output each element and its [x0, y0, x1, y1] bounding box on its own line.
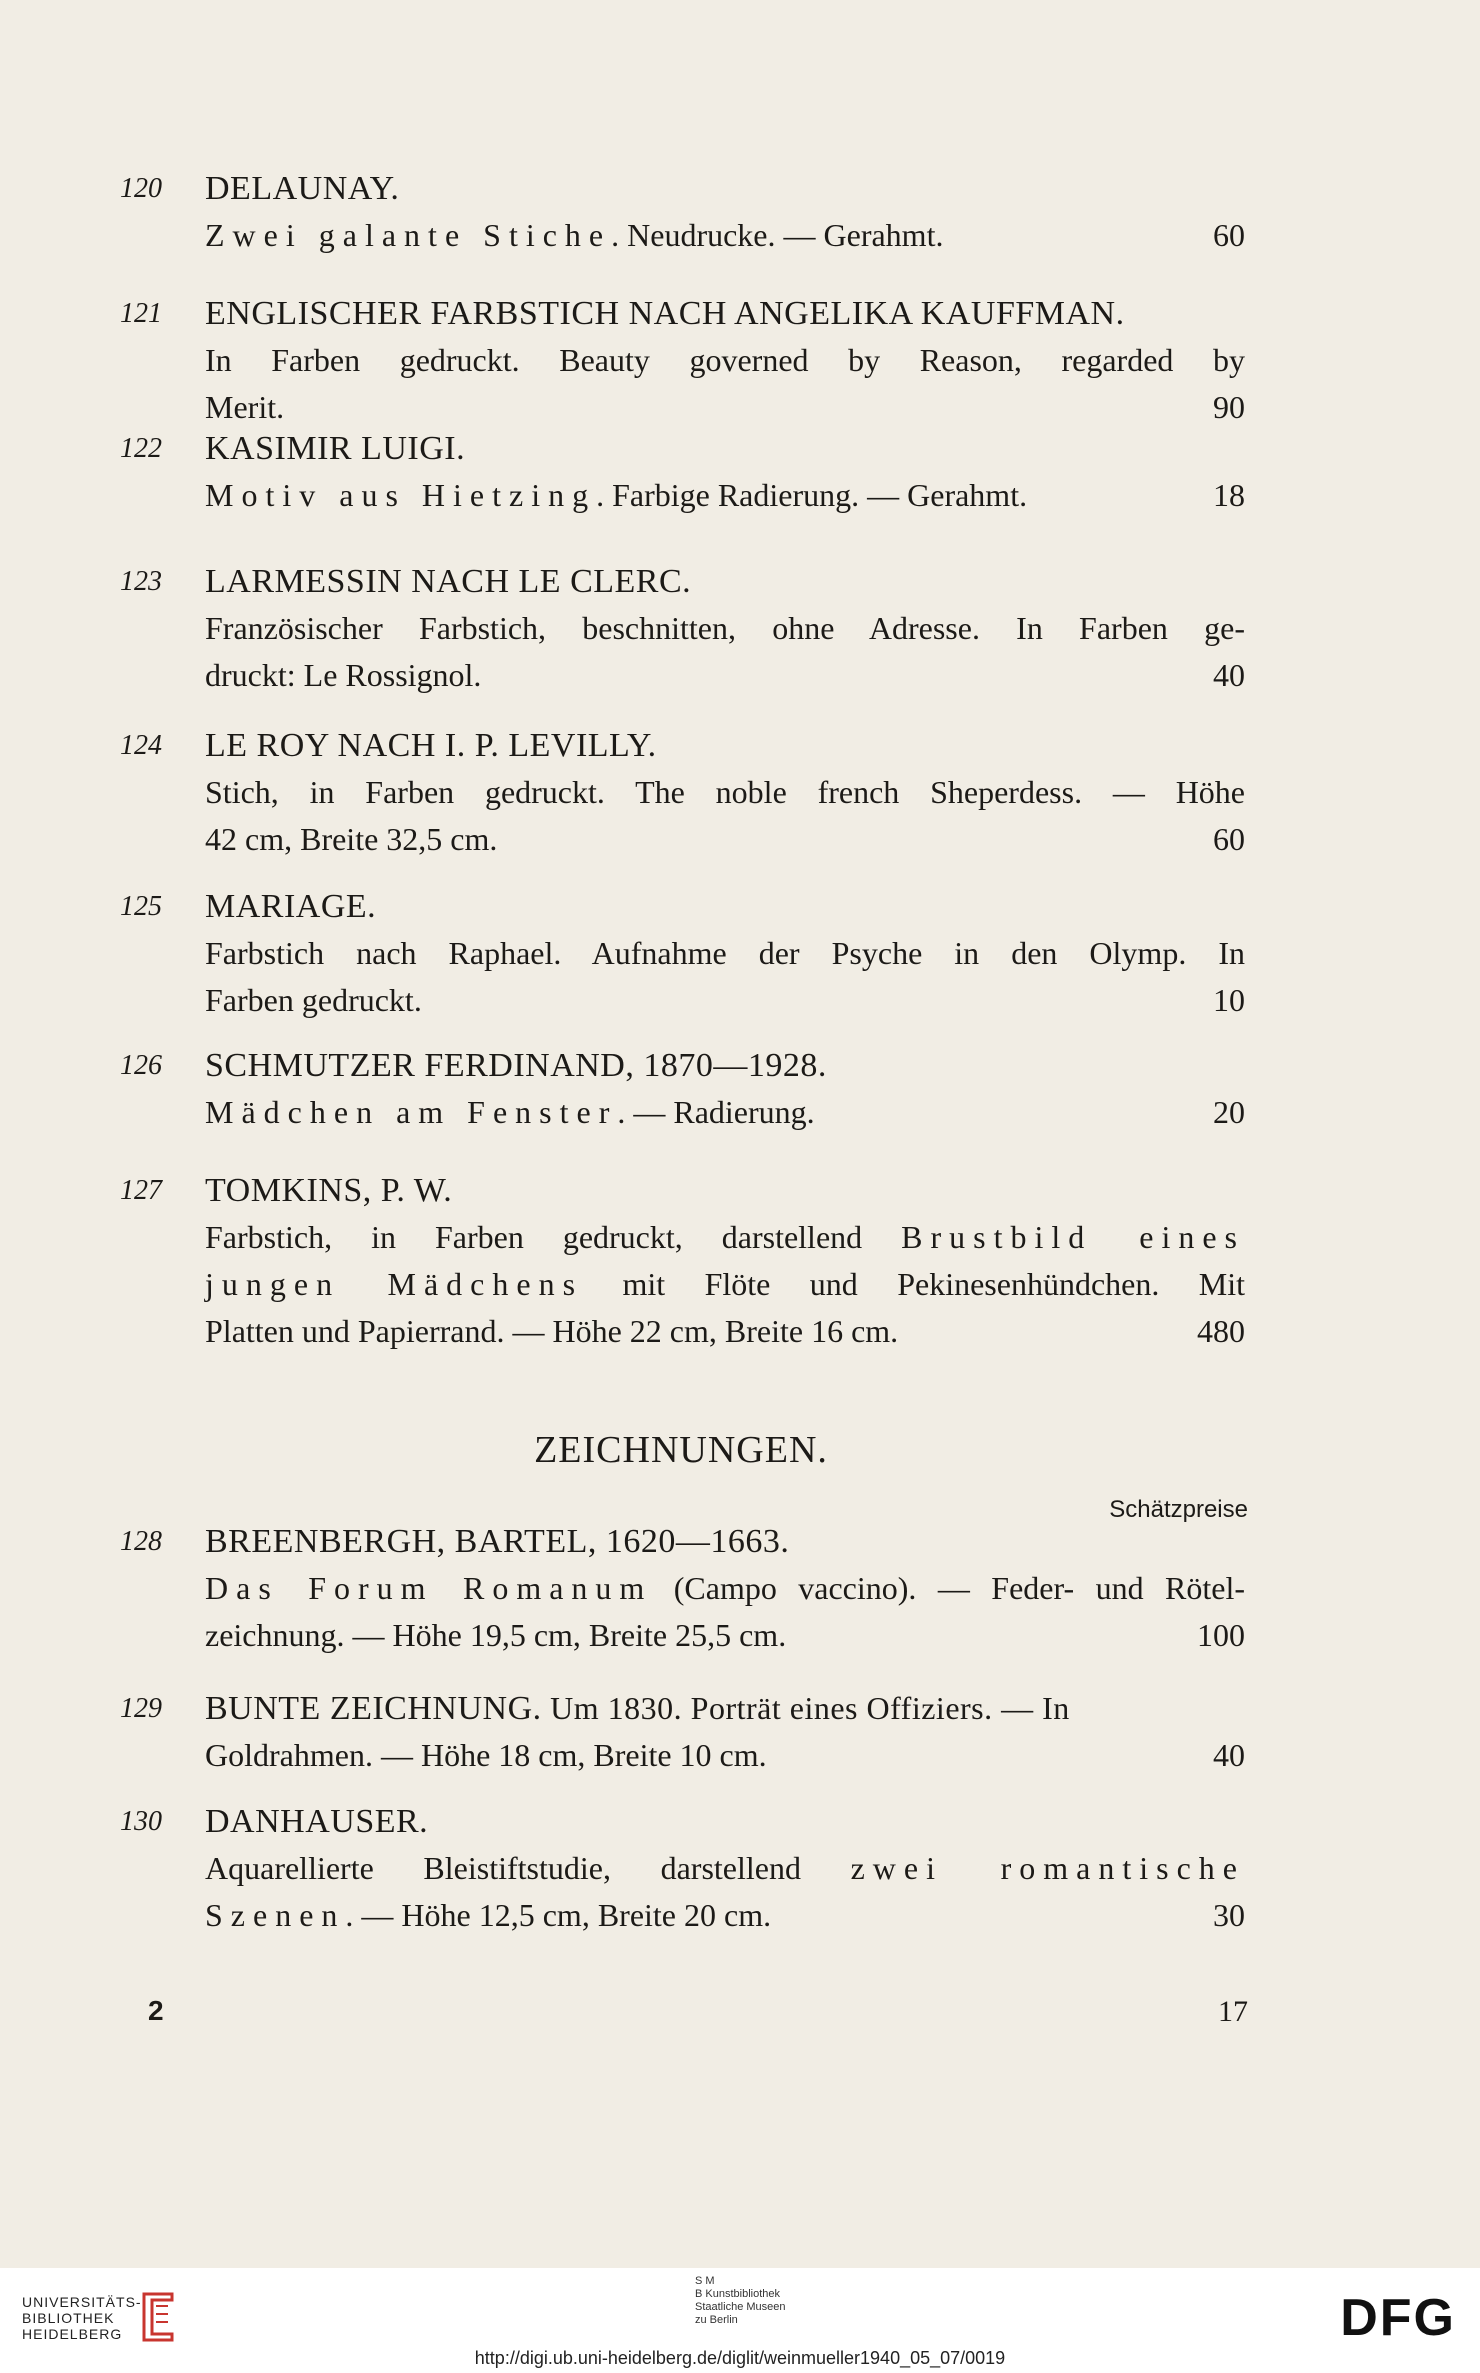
lot-heading-text: MARIAGE.: [205, 888, 377, 925]
museum-logo-line: zu Berlin: [695, 2314, 738, 2326]
lot-heading: [205, 883, 1245, 930]
lot-heading: [205, 722, 1245, 769]
description-text: . Neudrucke. — Gerahmt.: [611, 217, 944, 253]
estimate-price: 60: [1213, 217, 1245, 253]
description-text: Farbstich nach Raphael. Aufnahme der Psyche in den Olymp. In: [205, 935, 1245, 971]
dfg-logo: DFG: [1340, 2289, 1456, 2347]
lot-number: 130: [120, 1806, 162, 1837]
lot-heading: [205, 165, 1245, 212]
spaced-title-text: Brustbild eines: [901, 1219, 1246, 1255]
lot-description-line: [205, 605, 1245, 652]
lot-description-line: [205, 472, 1245, 519]
library-emblem-icon: [138, 2290, 178, 2342]
lot-heading-text: BREENBERGH, BARTEL, 1620—1663.: [205, 1523, 790, 1560]
lot-description-line: [205, 1845, 1245, 1892]
museum-logo: [695, 2275, 786, 2327]
description-text: Farbstich, in Farben gedruckt, darstellend: [205, 1219, 902, 1255]
lot-number: 120: [120, 173, 162, 204]
lot-heading-text: TOMKINS, P. W.: [205, 1172, 453, 1209]
estimate-price: 60: [1213, 821, 1245, 857]
description-text: druckt: Le Rossignol.: [205, 657, 482, 693]
lot-description-line: [205, 337, 1245, 384]
lot-number: 122: [120, 433, 162, 464]
description-text: Farben gedruckt.: [205, 982, 422, 1018]
description-text: mit Flöte und Pekinesenhündchen. Mit: [583, 1266, 1246, 1302]
source-link[interactable]: http://digi.ub.uni-heidelberg.de/diglit/weinmueller1940_05_07/0019: [474, 2348, 1006, 2368]
lot-number: 123: [120, 566, 162, 597]
description-text: Merit.: [205, 389, 285, 425]
lot-number: 121: [120, 298, 162, 329]
lot-heading-text: DANHAUSER.: [205, 1803, 429, 1840]
estimate-price: 480: [1197, 1313, 1245, 1349]
section-title: ZEICHNUNGEN.: [534, 1429, 828, 1471]
lot-description-line: [205, 1612, 1245, 1659]
lot-heading-text: LE ROY NACH I. P. LEVILLY.: [205, 727, 657, 764]
lot-heading-text: DELAUNAY.: [205, 170, 400, 207]
spaced-title-text: Motiv aus Hietzing: [205, 477, 597, 513]
signature-mark: 2: [148, 1995, 164, 2026]
lot-heading-continuation: Um 1830. Porträt eines Offiziers. — In: [541, 1690, 1070, 1726]
lot-description-line: [205, 1261, 1245, 1308]
museum-logo-line: B Kunstbibliothek: [695, 2288, 780, 2300]
description-text: In Farben gedruckt. Beauty governed by Reason, regarded by: [205, 342, 1245, 378]
lot-description-line: [205, 977, 1245, 1024]
lot-description-line: [205, 1214, 1245, 1261]
estimate-price: 18: [1213, 477, 1245, 513]
lot-heading: [205, 1518, 1245, 1565]
lot-heading-text: ENGLISCHER FARBSTICH NACH ANGELIKA KAUFFMAN.: [205, 295, 1125, 332]
spaced-title-text: Das Forum Romanum: [205, 1570, 653, 1606]
museum-logo-line: S M: [695, 2275, 715, 2287]
lot-heading-text: KASIMIR LUIGI.: [205, 430, 466, 467]
estimate-price: 10: [1213, 982, 1245, 1018]
lot-number: 127: [120, 1175, 162, 1206]
university-logo-line: HEIDELBERG: [22, 2326, 123, 2342]
lot-description-line: [205, 1308, 1245, 1355]
lot-heading: [205, 290, 1245, 337]
lot-description-line: [205, 930, 1245, 977]
lot-heading: [205, 1798, 1245, 1845]
lot-heading-text: LARMESSIN NACH LE CLERC.: [205, 563, 692, 600]
description-text: Goldrahmen. — Höhe 18 cm, Breite 10 cm.: [205, 1737, 767, 1773]
lot-heading-text: SCHMUTZER FERDINAND, 1870—1928.: [205, 1047, 827, 1084]
description-text: Platten und Papierrand. — Höhe 22 cm, Breite 16 cm.: [205, 1313, 899, 1349]
estimate-price: 30: [1213, 1897, 1245, 1933]
lot-description-line: [205, 212, 1245, 259]
spaced-title-text: Szenen: [205, 1897, 346, 1933]
description-text: . — Radierung.: [617, 1094, 815, 1130]
lot-description-line: [205, 1565, 1245, 1612]
university-logo-line: BIBLIOTHEK: [22, 2310, 115, 2326]
museum-logo-line: Staatliche Museen: [695, 2301, 786, 2313]
lot-heading: [205, 1167, 1245, 1214]
spaced-title-text: Zwei galante Stiche: [205, 217, 612, 253]
lot-number: 124: [120, 730, 162, 761]
university-logo-line: UNIVERSITÄTS-: [22, 2294, 142, 2310]
lot-description-line: [205, 652, 1245, 699]
lot-description-line: [205, 1892, 1245, 1939]
description-text: 42 cm, Breite 32,5 cm.: [205, 821, 498, 857]
estimate-price: 100: [1197, 1617, 1245, 1653]
lot-heading: [205, 1042, 1245, 1089]
lot-heading-text: BUNTE ZEICHNUNG.: [205, 1690, 542, 1727]
description-text: zeichnung. — Höhe 19,5 cm, Breite 25,5 cm.: [205, 1617, 787, 1653]
estimate-price: 20: [1213, 1094, 1245, 1130]
description-text: (Campo vaccino). — Feder- und Rötel-: [652, 1570, 1246, 1606]
estimate-price: 90: [1213, 389, 1245, 425]
page-number: 17: [1218, 1995, 1248, 2028]
lot-heading: [205, 558, 1245, 605]
description-text: Stich, in Farben gedruckt. The noble french Sheperdess. — Höhe: [205, 774, 1245, 810]
lot-description-line: [205, 1732, 1245, 1779]
description-text: Aquarellierte Bleistiftstudie, darstellend: [205, 1850, 851, 1886]
spaced-title-text: jungen Mädchens: [205, 1266, 584, 1302]
description-text: Französischer Farbstich, beschnitten, ohne Adresse. In Farben ge-: [205, 610, 1245, 646]
lot-number: 126: [120, 1050, 162, 1081]
university-library-logo: [22, 2294, 142, 2342]
lot-description-line: [205, 816, 1245, 863]
estimate-price: 40: [1213, 657, 1245, 693]
spaced-title-text: Mädchen am Fenster: [205, 1094, 618, 1130]
description-text: . Farbige Radierung. — Gerahmt.: [596, 477, 1028, 513]
lot-heading: [205, 425, 1245, 472]
lot-description-line: [205, 384, 1245, 431]
lot-number: 129: [120, 1693, 162, 1724]
lot-number: 125: [120, 891, 162, 922]
description-text: . — Höhe 12,5 cm, Breite 20 cm.: [345, 1897, 772, 1933]
spaced-title-text: zwei romantische: [850, 1850, 1246, 1886]
lot-heading: [205, 1685, 1245, 1732]
lot-number: 128: [120, 1526, 162, 1557]
lot-description-line: [205, 769, 1245, 816]
estimate-column-label: Schätzpreise: [1109, 1496, 1248, 1523]
lot-description-line: [205, 1089, 1245, 1136]
estimate-price: 40: [1213, 1737, 1245, 1773]
